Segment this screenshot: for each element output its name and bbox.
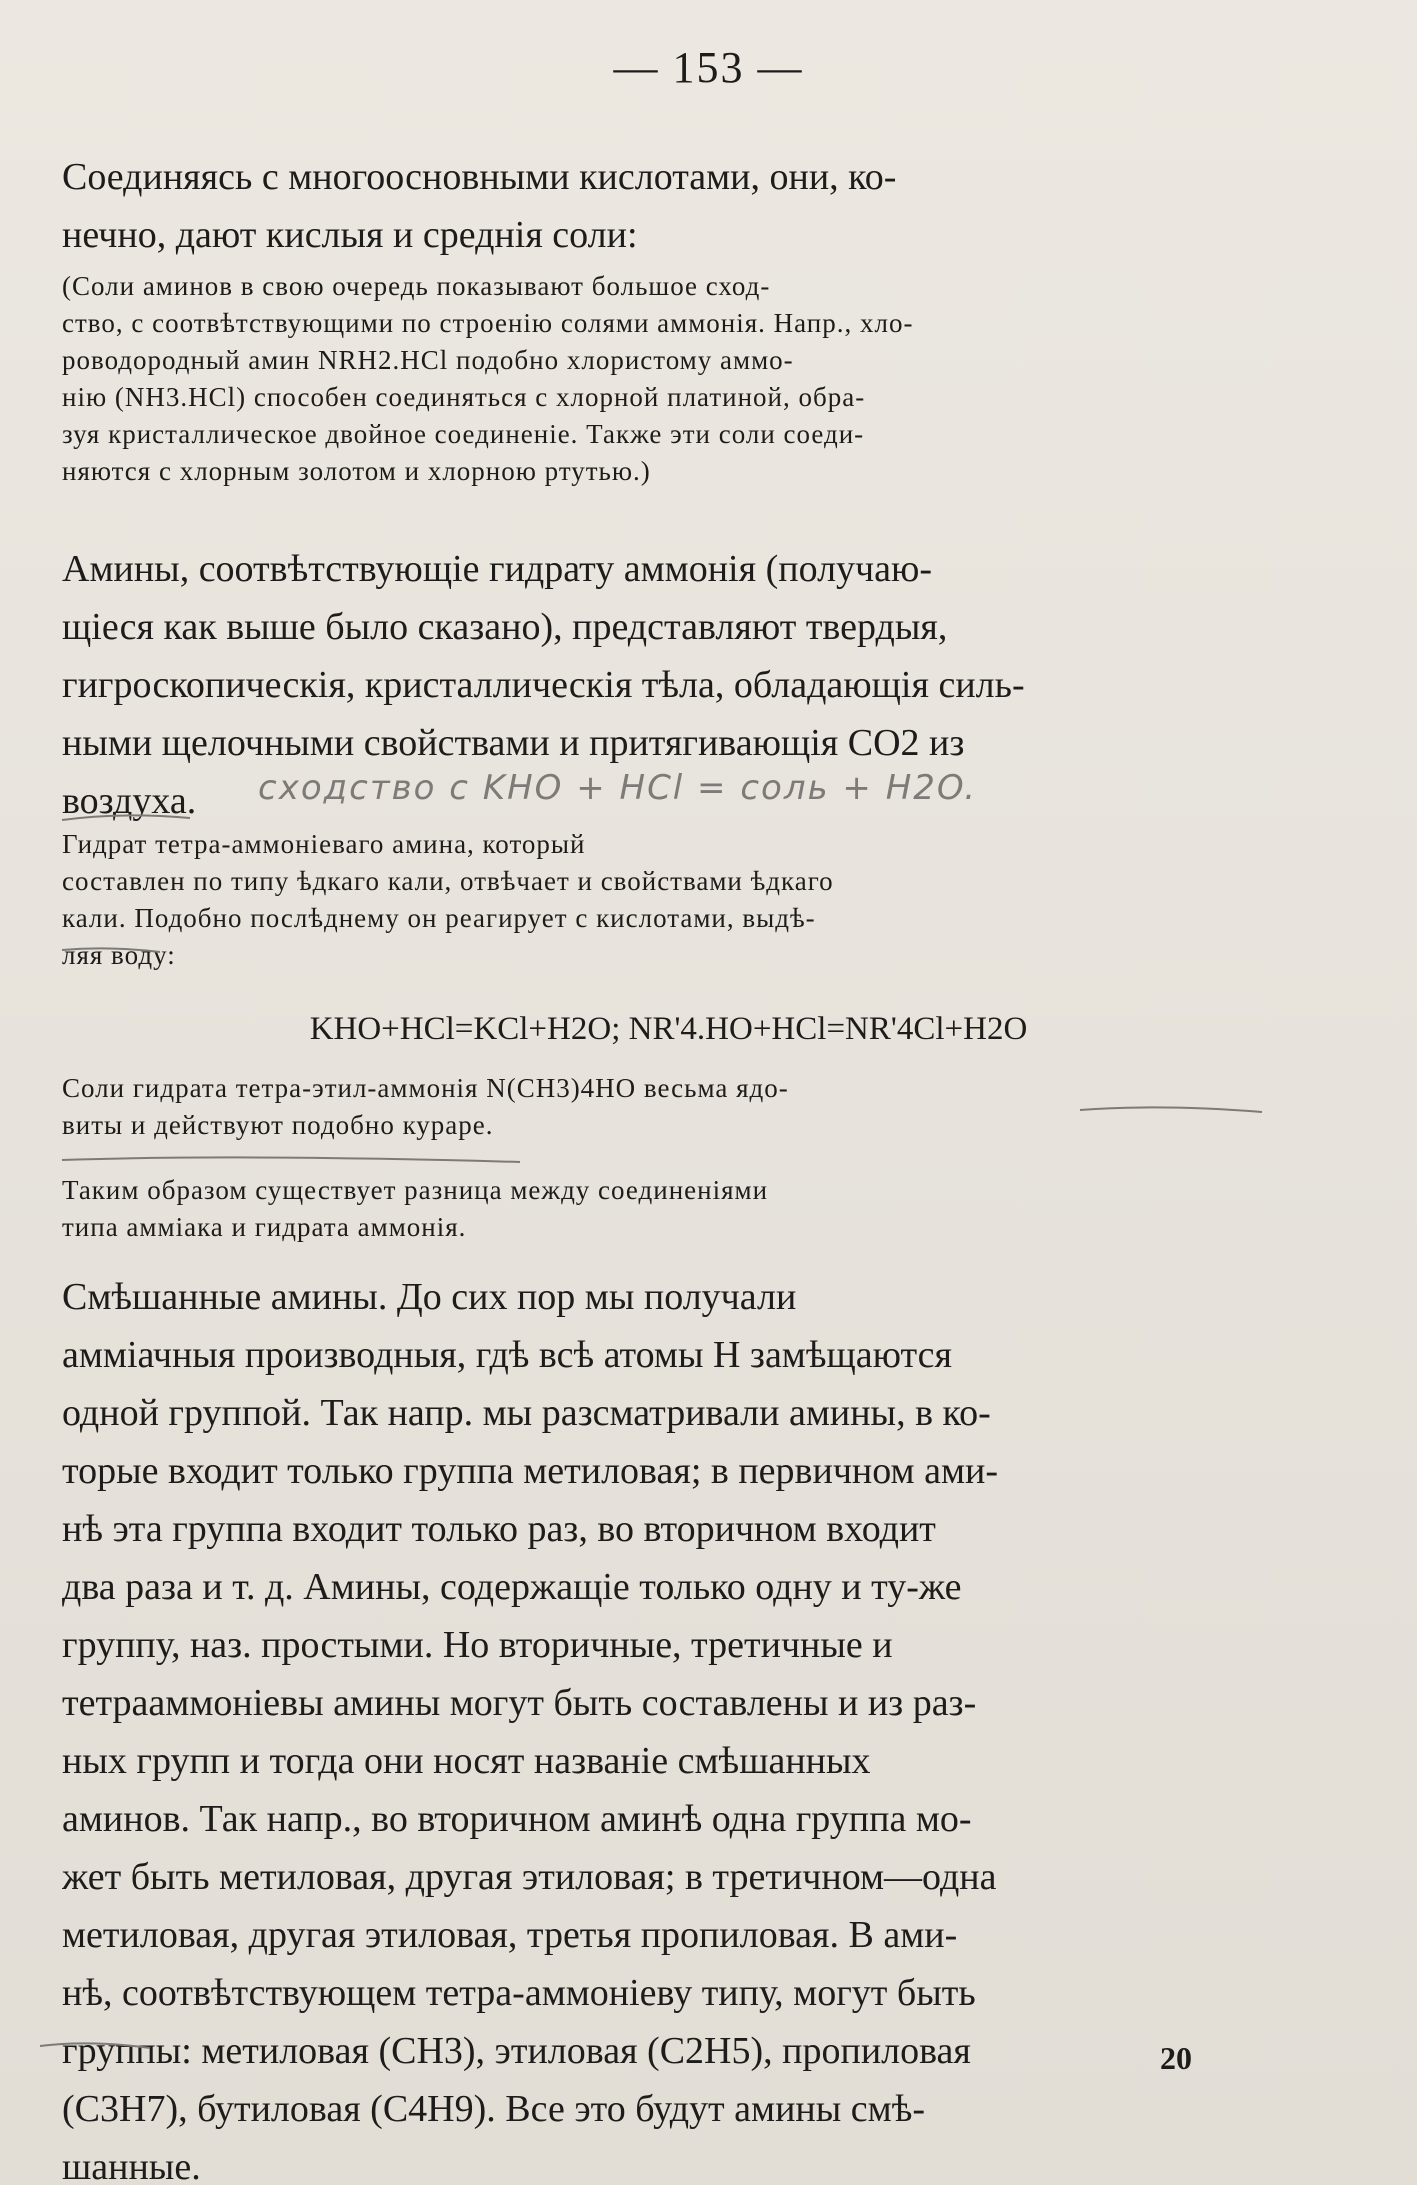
text-line: одной группой. Так напр. мы разсматривали амины, в ко- — [62, 1392, 991, 1434]
text-line: гигроскопическія, кристаллическія тѣла, обладающія силь- — [62, 664, 1025, 706]
text-line: щіеся как выше было сказано), представляют твердыя, — [62, 606, 948, 648]
text-line: Таким образом существует разница между соединеніями — [62, 1175, 769, 1205]
text-line: нѣ, соотвѣтствующем тетра-аммоніеву типу, могут быть — [62, 1972, 976, 2014]
text-line: группу, наз. простыми. Но вторичные, третичные и — [62, 1624, 893, 1666]
text-line: составлен по типу ѣдкаго кали, отвѣчает и свойствами ѣдкаго — [62, 866, 834, 896]
text-line: Смѣшанные амины. До сих пор мы получали — [62, 1276, 797, 1318]
page-header: — 153 — — [613, 43, 804, 92]
text-line: Гидрат тетра-аммоніеваго амина, который — [62, 829, 586, 859]
text-line: няются с хлорным золотом и хлорною ртутью.) — [62, 456, 651, 486]
text-line: (Соли аминов в свою очередь показывают большое сход- — [62, 271, 771, 301]
text-line: аминов. Так напр., во вторичном аминѣ одна группа мо- — [62, 1798, 972, 1840]
pencil-underline — [1080, 1107, 1262, 1112]
text-line: амміачныя производныя, гдѣ всѣ атомы H замѣщаются — [62, 1334, 952, 1376]
reaction-formula: KHO+HCl=KCl+H2O; NR'4.HO+HCl=NR'4Cl+H2O — [309, 1011, 1028, 1047]
text-line: нію (NH3.HCl) способен соединяться с хлорной платиной, обра- — [62, 382, 866, 412]
text-line: торые входит только группа метиловая; в первичном ами- — [62, 1450, 998, 1492]
text-line: группы: метиловая (CH3), этиловая (C2H5), пропиловая — [62, 2030, 971, 2072]
pencil-underline — [62, 948, 160, 952]
text-line: ными щелочными свойствами и притягивающія CO2 из — [62, 722, 965, 764]
text-line: метиловая, другая этиловая, третья пропиловая. В ами- — [62, 1914, 958, 1956]
text-line: тетрааммоніевы амины могут быть составлены и из раз- — [62, 1682, 977, 1724]
page-number: 20 — [1160, 2040, 1192, 2076]
text-line: ство, с соотвѣтствующими по строенію солями аммонія. Напр., хло- — [62, 308, 914, 338]
text-line: Амины, соотвѣтствующіе гидрату аммонія (получаю- — [62, 548, 933, 590]
text-line: шанные. — [62, 2146, 201, 2185]
text-line: зуя кристаллическое двойное соединеніе. Также эти соли соеди- — [62, 419, 865, 449]
text-line: ных групп и тогда они носят названіе смѣшанных — [62, 1740, 871, 1782]
text-line: типа аммiака и гидрата аммонія. — [62, 1212, 467, 1242]
text-line: жет быть метиловая, другая этиловая; в третичном—одна — [62, 1856, 997, 1898]
text-line: Соли гидрата тетра-этил-аммонія N(CH3)4HO весьма ядо- — [62, 1073, 789, 1103]
text-line: кали. Подобно послѣднему он реагирует с кислотами, выдѣ- — [62, 903, 816, 933]
text-line: роводородный амин NRH2.HCl подобно хлористому аммо- — [62, 345, 794, 375]
text-line: нечно, дают кислыя и среднія соли: — [62, 214, 638, 256]
handwritten-note: сходство с KHO + HCl = соль + H2O. — [258, 768, 978, 808]
pencil-underline — [62, 1157, 520, 1162]
text-line: нѣ эта группа входит только раз, во вторичном входит — [62, 1508, 936, 1550]
text-line: виты и действуют подобно кураре. — [62, 1110, 494, 1140]
text-line: (C3H7), бутиловая (C4H9). Все это будут амины смѣ- — [62, 2088, 925, 2130]
text-line: Соединяясь с многоосновными кислотами, они, ко- — [62, 156, 897, 198]
pencil-underline — [40, 2043, 150, 2048]
text-line: ляя воду: — [62, 940, 176, 970]
text-line: два раза и т. д. Амины, содержащіе только одну и ту-же — [62, 1566, 962, 1608]
text-line: воздуха. — [62, 780, 197, 822]
pencil-underline — [62, 815, 190, 820]
